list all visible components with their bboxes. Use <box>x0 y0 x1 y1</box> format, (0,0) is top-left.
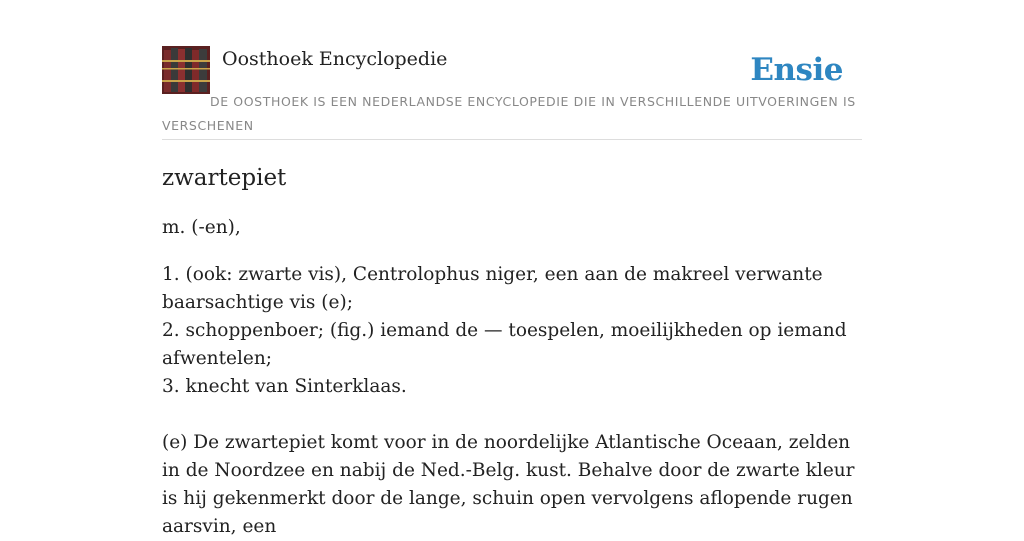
brand-logo[interactable]: Ensie <box>750 52 843 88</box>
site-header <box>162 46 862 140</box>
definition-item: 2. schoppenboer; (fig.) iemand de — toespelen, moeilijkheden op iemand afwentelen; <box>162 320 847 369</box>
entry-title: zwartepiet <box>162 165 287 191</box>
entry-grammar: m. (-en), <box>162 217 241 238</box>
definition-item: 3. knecht van Sinterklaas. <box>162 376 407 397</box>
entry-definitions <box>162 261 862 401</box>
entry-note: (e) De zwartepiet komt voor in de noordelijke Atlantische Oceaan, zelden in de Noordzee en nabij de Ned.-Belg. kust. Behalve door de zwarte kleur is hij gekenmerkt door de lange, schuin open vervolgens aflopende rugen aarsvin, een <box>162 432 855 537</box>
avatar[interactable] <box>162 46 210 94</box>
definition-item: 1. (ook: zwarte vis), Centrolophus niger, een aan de makreel verwante baarsachtige vis (e); <box>162 264 823 313</box>
site-name[interactable]: Oosthoek Encyclopedie <box>222 48 448 70</box>
entry-content <box>162 162 862 541</box>
site-tagline: DE OOSTHOEK IS EEN NEDERLANDSE ENCYCLOPEDIE DIE IN VERSCHILLENDE UITVOERINGEN IS VERSCHENEN <box>162 94 856 133</box>
book-spines-icon <box>162 46 210 94</box>
